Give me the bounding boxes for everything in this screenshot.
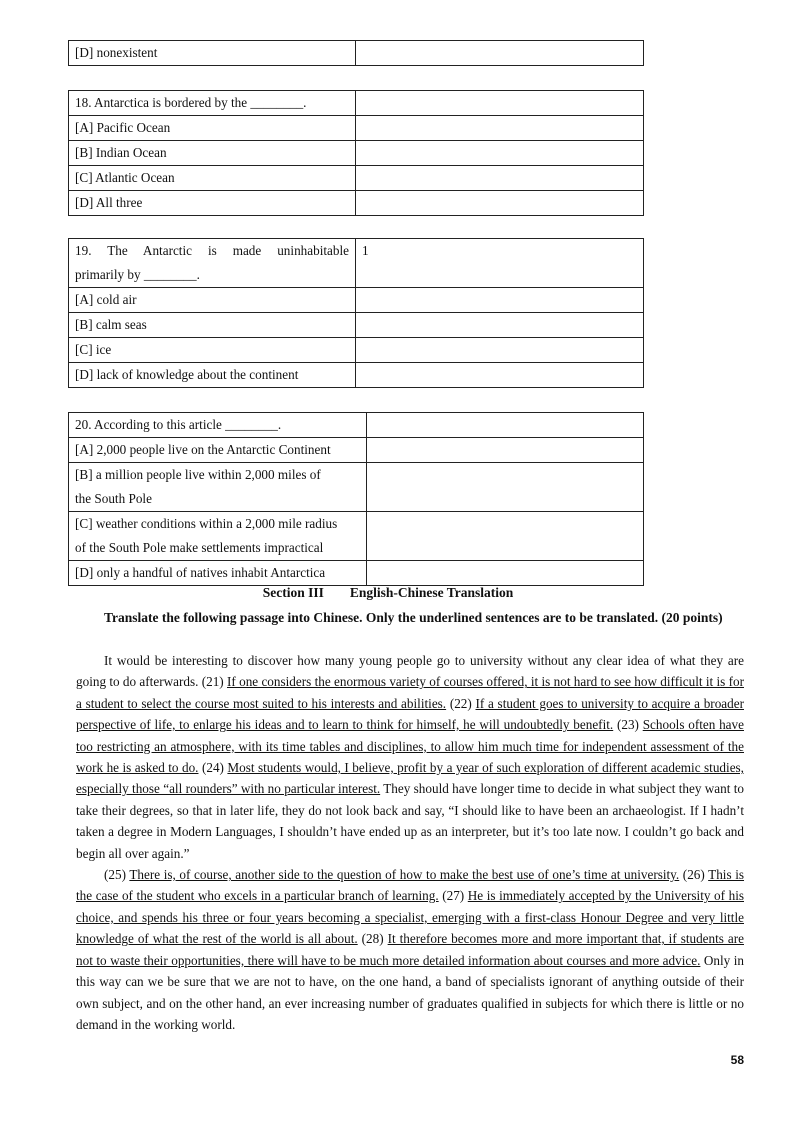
q20-option-d: [D] only a handful of natives inhabit Antarctica [69,561,367,586]
q20-answer-cell [367,561,644,586]
q19-answer-cell [356,263,644,288]
q18-answer-cell [356,91,644,116]
section-title: English-Chinese Translation [349,585,514,600]
question-20-table [68,412,644,586]
passage-paragraph-2: (25) There is, of course, another side to the question of how to make the best use of one’s time at university. (26) This is the case of the student who excels in a particular branch of learning. (27) He is immediately accepted by the University of his choice, and spends his three or four years becoming a specialist, emerging with a first-class Honour Degree and very little knowledge of what the rest of the world is all about. (28) It therefore becomes more and more important that, if students are not to waste their opportunities, there will have to be much more detailed information about courses and more advice. Only in this way can we be sure that we are not to have, on the one hand, a band of specialists ignorant of anything outside of their own subject, and on the other hand, an ever increasing number of graduates qualified in subjects for which there is little or no demand in the working world. [76,867,745,1032]
passage-paragraph-1: It would be interesting to discover how many young people go to university without any clear idea of what they are going to do afterwards. (21) If one considers the enormous variety of courses offered, it is not hard to see how difficult it is for a student to select the course most suited to his interests and abilities. (22) If a student goes to university to acquire a broader perspective of life, to enlarge his ideas and to learn to think for himself, he will undoubtedly benefit. (23) Schools often have too restricting an atmosphere, with its time tables and disciplines, to allow him much time for independent assessment of the work he is asked to do. (24) Most students would, I believe, profit by a year of such exploration of different academic studies, especially those “all rounders” with no particular interest. They should have longer time to decide in what subject they want to take their degrees, so that in later life, they do not look back and say, “I should like to have been an archaeologist. If I hadn’t taken a degree in Modern Languages, I shouldn’t have ended up as an interpreter, but it’s too late now. I couldn’t go back and begin all over again.” [76,653,744,861]
instruction-text: Translate the following passage into Chinese. Only the underlined sentences are to be translated. (20 points) [104,610,723,625]
sentence-23: Schools often have too restricting an atmosphere, with its time tables and disciplines, to allow him much time for independent assessment of the work he is asked to do. [76,717,744,776]
q18-answer-cell [356,116,644,141]
q20-answer-cell [367,438,644,463]
q19-question-line1: 19. The Antarctic is made uninhabitable [69,239,356,264]
q19-answer-cell [356,338,644,363]
page-number: 58 [730,1053,744,1067]
sentence-22: If a student goes to university to acquire a broader perspective of life, to enlarge his ideas and to learn to think for himself, he will undoubtedly benefit. [76,695,744,733]
sentence-24: Most students would, I believe, profit by a year of such exploration of different academic studies, especially those “all rounders” with no particular interest. [76,760,744,797]
q18-option-a: [A] Pacific Ocean [69,116,356,141]
q20-option-c: [C] weather conditions within a 2,000 mile radius of the South Pole make settlements impractical [69,512,367,561]
sentence-28: It therefore becomes more and more important that, if students are not to waste their opportunities, there will have to be much more detailed information about courses and more advice. [76,931,744,968]
section-heading [68,585,708,601]
sentence-25: There is, of course, another side to the question of how to make the best use of one’s time at university. [129,867,680,883]
question-17-table [68,40,644,66]
q19-option-d: [D] lack of knowledge about the continent [69,363,356,388]
q20-option-b: [B] a million people live within 2,000 miles of the South Pole [69,463,367,512]
translation-passage [76,650,744,1035]
q18-answer-cell [356,166,644,191]
q19-option-a: [A] cold air [69,288,356,313]
q18-option-d: [D] All three [69,191,356,216]
q19-answer-cell [356,288,644,313]
q20-question: 20. According to this article ________. [69,413,367,438]
q18-option-b: [B] Indian Ocean [69,141,356,166]
q17-option-d: [D] nonexistent [69,41,356,66]
q20-option-a: [A] 2,000 people live on the Antarctic Continent [69,438,367,463]
q19-answer-cell [356,239,644,264]
sentence-26: This is the case of the student who excels in a particular branch of learning. [76,867,745,904]
sentence-21: If one considers the enormous variety of courses offered, it is not hard to see how difficult it is for a student to select the course most suited to his interests and abilities. [76,674,744,711]
q19-answer-cell [356,363,644,388]
q19-option-b: [B] calm seas [69,313,356,338]
q20-answer-cell [367,463,644,512]
q18-option-c: [C] Atlantic Ocean [69,166,356,191]
q19-answer-cell [356,313,644,338]
sentence-27: He is immediately accepted by the University of his choice, and spends his three or four years becoming a specialist, emerging with a first-class Honour Degree and very little knowledge of what the rest of the world is all about. [76,888,744,947]
q19-answer-mark: 1 [362,243,369,258]
q18-answer-cell [356,191,644,216]
q20-answer-cell [367,512,644,561]
question-19-table [68,238,644,388]
section-number: Section III [262,585,324,600]
q17-answer-cell [356,41,644,66]
q19-option-c: [C] ice [69,338,356,363]
q20-answer-cell [367,413,644,438]
question-18-table [68,90,644,216]
q18-question: 18. Antarctica is bordered by the ________. [69,91,356,116]
q18-answer-cell [356,141,644,166]
q19-question-line2: primarily by ________. [69,263,356,288]
